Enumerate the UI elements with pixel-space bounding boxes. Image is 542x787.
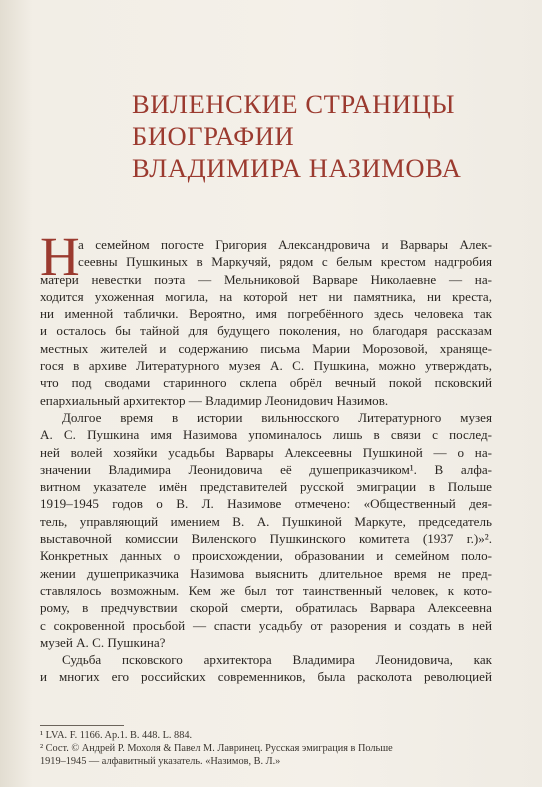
text-line: ставлялось возможным. Кем же был тот таинственный человек, к кото-: [40, 582, 492, 598]
text-line: с сокровенной просьбой — спасти усадьбу от разорения и создать в ней: [40, 617, 492, 633]
text-line: ходится ухоженная могила, на которой нет ни памятника, ни креста,: [40, 288, 492, 304]
text-line: матери невестки поэта — Мельниковой Варваре Николаевне — на-: [40, 271, 492, 287]
text-line: гося в архиве Литературного музея А. С. Пушкина, можно утверждать,: [40, 358, 492, 374]
text-line: выставочной комиссии Виленского Пушкинского комитета (1937 г.)»².: [40, 531, 492, 547]
text-line: сеевны Пушкиных в Маркучяй, рядом с белым крестом надгробия: [78, 254, 492, 270]
text-line: А. С. Пушкина имя Назимова упоминалось лишь в связи с послед-: [40, 427, 492, 443]
footnotes: [40, 729, 492, 768]
text-line: ней волей хозяйки усадьбы Варвары Алексеевны Пушкиной — о на-: [40, 444, 492, 460]
text-line: Судьба псковского архитектора Владимира Леонидовича, как: [62, 652, 492, 668]
text-line: местных жителей и содержанию письма Марии Морозовой, храняще-: [40, 340, 492, 356]
text-line: ни именной таблички. Вероятно, имя погребённого здесь человека так: [40, 306, 492, 322]
text-line: 1919–1945 годов о В. Л. Назимове отмечено: «Общественный дея-: [40, 496, 492, 512]
chapter-title-line-3: ВЛАДИМИРА НАЗИМОВА: [132, 153, 462, 183]
footnote-1: ¹ LVA. F. 1166. Ap.1. B. 448. L. 884.: [40, 730, 193, 741]
text-line: музей А. С. Пушкина?: [40, 634, 166, 650]
chapter-title-line-1: ВИЛЕНСКИЕ СТРАНИЦЫ: [132, 89, 456, 119]
text-line: витном указателе имён представителей русской эмиграции в Польше: [40, 479, 492, 495]
text-line: Конкретных данных о происхождении, образовании и семейном поло-: [40, 548, 492, 564]
text-line: жении душеприказчика Назимова выяснить длительное время не пред-: [40, 565, 492, 581]
text-line: и многих его российских современников, была расколота революцией: [40, 669, 492, 685]
text-line: значении Владимира Леонидовича её душеприказчиком¹. В алфа-: [40, 461, 492, 477]
footnote-2: ² Сост. © Андрей Р. Мохоля & Павел М. Лавринец. Русская эмиграция в Польше: [40, 743, 393, 754]
text-line: что под сводами старинного склепа обрёл вечный покой псковский: [40, 375, 492, 391]
footnote-2-continued: 1919–1945 — алфавитный указатель. «Назимов, В. Л.»: [40, 756, 281, 767]
text-line: Долгое время в истории вильнюсского Литературного музея: [62, 409, 492, 425]
text-line: рому, в предчувствии скорой смерти, обратилась Варвара Алексеевна: [40, 600, 492, 616]
chapter-title-line-2: БИОГРАФИИ: [132, 121, 295, 151]
drop-cap: Н: [40, 226, 80, 287]
text-line: епархиальный архитектор — Владимир Леонидович Назимов.: [40, 392, 389, 408]
chapter-title: [132, 88, 492, 184]
body-text: [40, 236, 492, 686]
text-line: и осталось бы тайной для будущего поколения, но благодаря рассказам: [40, 323, 492, 339]
text-line: а семейном погосте Григория Александровича и Варвары Алек-: [78, 237, 492, 252]
footnote-divider: [40, 725, 124, 726]
text-line: тель, управляющий имением В. А. Пушкиной Маркуте, председатель: [40, 513, 492, 529]
